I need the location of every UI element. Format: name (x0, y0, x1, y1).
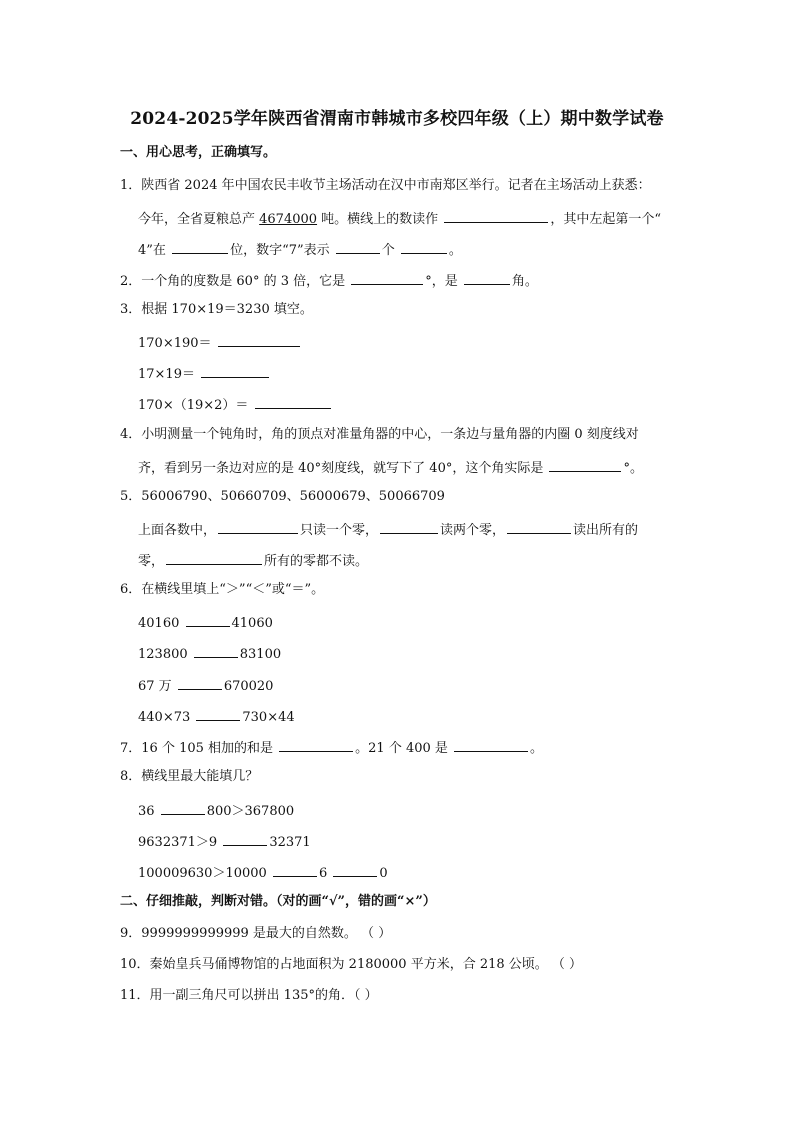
q6-left: 440×73 (138, 710, 195, 725)
question-5-numbers: 5．56006790、50660709、56000679、50066709 (120, 489, 445, 504)
q4-blank-degree[interactable] (549, 457, 621, 472)
q1-text: 个 (381, 243, 399, 258)
q3-text: 170×190＝ (138, 336, 216, 351)
q8-text: 32371 (269, 835, 311, 850)
q2-text: 2．一个角的度数是 60° 的 3 倍，它是 (120, 274, 350, 289)
q8-text: 9632371＞9 (138, 835, 222, 850)
q8-text: 800＞367800 (206, 804, 295, 819)
q8-text: 36 (138, 804, 159, 819)
q6-right: 83100 (239, 647, 282, 662)
q5-blank-1[interactable] (218, 519, 298, 534)
q8-blank[interactable] (223, 831, 267, 846)
q6-left: 67 万 (138, 679, 176, 694)
question-3-item-2 (138, 363, 271, 384)
q5-blank-3[interactable] (507, 519, 571, 534)
q8-blank[interactable] (333, 862, 377, 877)
q1-text: 今年，全省夏粮总产 (138, 212, 260, 227)
question-10: 10．秦始皇兵马俑博物馆的占地面积为 2180000 平方米，合 218 公顷。 （ ） (120, 957, 583, 972)
q6-row (138, 643, 281, 664)
q6-left: 40160 (138, 616, 184, 631)
q3-blank-2[interactable] (201, 363, 269, 378)
q7-text: 。 (530, 741, 544, 756)
question-9: 9．9999999999999 是最大的自然数。 （ ） (120, 926, 392, 941)
q2-text: 角。 (511, 274, 538, 289)
q6-left: 123800 (138, 647, 192, 662)
q7-blank-2[interactable] (454, 737, 528, 752)
q6-blank[interactable] (178, 675, 222, 690)
q1-blank-place[interactable] (172, 239, 228, 254)
q6-row (138, 612, 273, 633)
q1-text: 4”在 (138, 243, 171, 258)
q4-text: 齐，看到另一条边对应的是 40°刻度线，就写下了 40°，这个角实际是 (138, 461, 548, 476)
q6-right: 670020 (223, 679, 274, 694)
q5-blank-4[interactable] (166, 550, 262, 565)
page-title: 2024-2025学年陕西省渭南市韩城市多校四年级（上）期中数学试卷 (130, 109, 664, 129)
q5-text: 上面各数中， (138, 523, 217, 538)
question-4-line-1: 4．小明测量一个钝角时，角的顶点对准量角器的中心，一条边与量角器的内圈 0 刻度线对 (120, 427, 639, 442)
question-3-item-1 (138, 332, 302, 353)
q6-row (138, 706, 295, 727)
question-2 (120, 270, 538, 291)
q2-blank-angle-type[interactable] (464, 270, 510, 285)
section-2-heading: 二、仔细推敲，判断对错。（对的画“√”，错的画“×”） (120, 894, 436, 909)
q7-text: 7．16 个 105 相加的和是 (120, 741, 278, 756)
q3-text: 170×（19×2）＝ (138, 398, 253, 413)
q8-text: 6 (318, 866, 332, 881)
q8-row (138, 862, 388, 883)
q1-text: 位，数字“7”表示 (230, 243, 334, 258)
q8-blank[interactable] (273, 862, 317, 877)
q2-blank-degree[interactable] (351, 270, 423, 285)
q2-text: °，是 (425, 274, 462, 289)
q5-text: 所有的零都不读。 (264, 554, 369, 569)
question-4-line-2 (138, 457, 643, 478)
q5-text: 读出所有的 (573, 523, 639, 538)
q3-text: 17×19＝ (138, 367, 200, 382)
question-11: 11．用一副三角尺可以拼出 135°的角．（ ） (120, 988, 378, 1003)
q7-text: 。21 个 400 是 (355, 741, 453, 756)
q8-text: 0 (379, 866, 388, 881)
q1-blank-unit[interactable] (401, 239, 447, 254)
question-1-line-3 (138, 239, 462, 260)
question-6: 6．在横线里填上“＞”“＜”或“＝”。 (120, 582, 325, 597)
q6-right: 41060 (231, 616, 273, 631)
q6-row (138, 675, 273, 696)
q6-blank[interactable] (186, 612, 230, 627)
q6-blank[interactable] (194, 643, 238, 658)
q1-blank-digit[interactable] (336, 239, 380, 254)
section-1-heading: 一、用心思考，正确填写。 (120, 145, 277, 160)
question-7 (120, 737, 543, 758)
q8-row (138, 831, 311, 852)
question-5-line-2 (138, 519, 638, 540)
q8-text: 100009630＞10000 (138, 866, 271, 881)
question-1-line-1: 1．陕西省 2024 年中国农民丰收节主场活动在汉中市南郑区举行。记者在主场活动上获悉： (120, 178, 651, 193)
q1-blank-reading[interactable] (444, 208, 548, 223)
q8-row (138, 800, 294, 821)
question-1-line-2 (138, 208, 661, 229)
question-5-line-3 (138, 550, 368, 571)
q6-blank[interactable] (196, 706, 240, 721)
q6-right: 730×44 (242, 710, 295, 725)
q5-text: 读两个零， (440, 523, 506, 538)
q8-blank[interactable] (161, 800, 205, 815)
q1-text: 吨。横线上的数读作 (317, 212, 443, 227)
question-3: 3．根据 170×19＝3230 填空。 (120, 302, 313, 317)
q5-text: 零， (138, 554, 165, 569)
q3-blank-1[interactable] (218, 332, 300, 347)
q4-text: °。 (623, 461, 643, 476)
q5-text: 只读一个零， (300, 523, 379, 538)
question-3-item-3 (138, 394, 333, 415)
q5-blank-2[interactable] (380, 519, 438, 534)
question-8: 8．横线里最大能填几？ (120, 769, 259, 784)
q7-blank-1[interactable] (279, 737, 353, 752)
q1-underlined-number: 4674000 (259, 212, 318, 227)
q1-text: 。 (448, 243, 462, 258)
q1-text: ，其中左起第一个“ (550, 212, 661, 227)
q3-blank-3[interactable] (255, 394, 331, 409)
